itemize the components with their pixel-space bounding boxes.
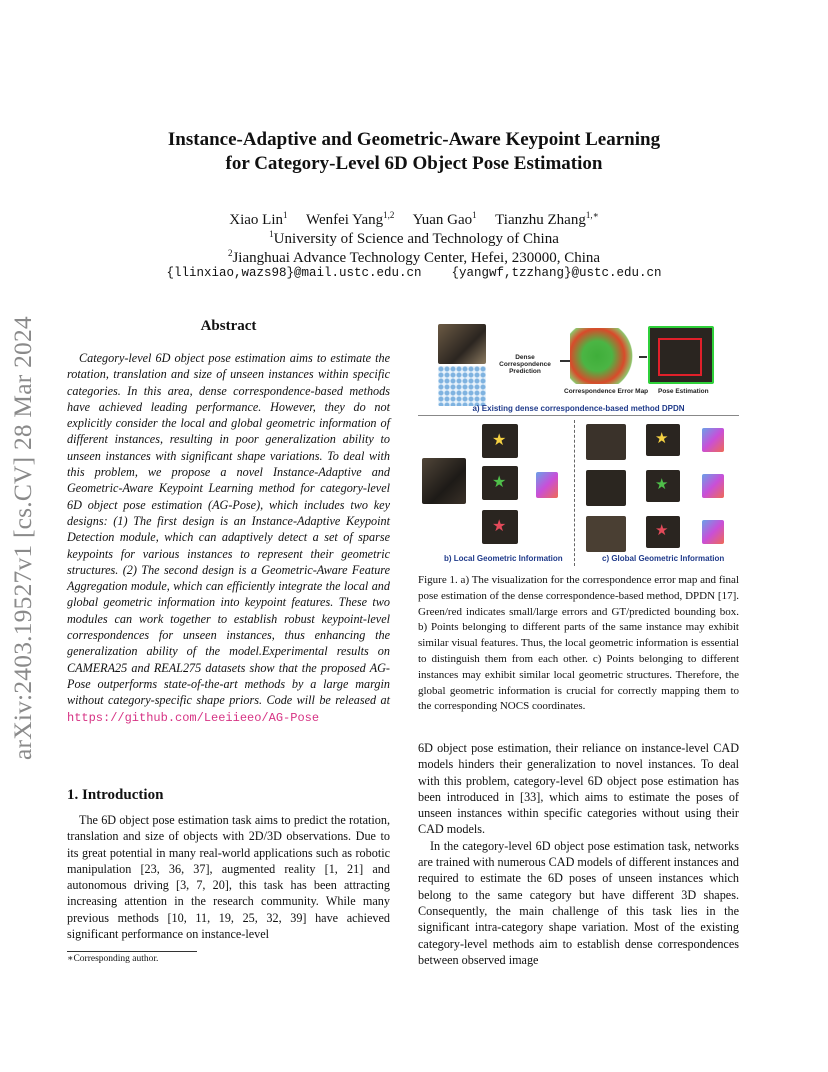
camera-crop-image: ★ [646,424,680,456]
figure-divider [418,415,739,416]
section-heading-introduction: 1. Introduction [67,787,164,803]
nocs-shape-image [536,472,558,498]
abstract-body [67,350,390,726]
author-affiliation-mark: 1 [283,210,288,220]
right-column-text [418,740,739,968]
pose-estimation-image [648,326,714,384]
nocs-shape-image [702,520,724,544]
abstract-heading: Abstract [200,318,257,334]
label-dense-correspondence: Dense Correspondence Prediction [499,354,551,375]
author-affiliation-mark: 1,2 [383,210,395,220]
label-error-map: Correspondence Error Map [564,388,649,395]
camera-photo-image [438,324,486,364]
author-affiliation-mark: 1 [472,210,477,220]
subcaption-a: a) Existing dense correspondence-based method DPDN [472,404,685,413]
arrow-right-icon [560,360,570,362]
nocs-shape-image [702,474,724,498]
point-cloud-image [438,366,486,406]
camera-crop-image: ★ [482,510,518,544]
author-name: Yuan Gao [412,212,473,228]
body-paragraph: In the category-level 6D object pose estimation task, networks are trained with numerous CAD models of different instances and required to estimate the 6D poses of unseen instances which belong to the same category but have different 3D shapes. Consequently, the main challenge of this task lies in the significant intra-category shape variation. Most of the existing category-level methods aim to establish dense correspondences between observed image [418,838,739,967]
body-paragraph: 6D object pose estimation, their reliance on instance-level CAD models hinders their generalization to novel instances. To deal with this problem, category-level 6D object pose estimation has been introduced in [33], which aims to estimate the poses of unseen instances within specific categories without using their CAD models. [418,741,739,837]
footnote-rule [67,951,197,952]
camera-crop-image: ★ [646,516,680,548]
paper-title-line2: for Category-Level 6D Object Pose Estimation [225,153,603,174]
camera-photo-image [586,516,626,552]
error-map-image [570,328,638,384]
email-address[interactable]: {yangwf,tzzhang}@ustc.edu.cn [451,266,662,280]
footnote: ∗Corresponding author. [67,954,159,964]
figure-1 [418,320,739,570]
arrow-right-icon [639,356,647,358]
figure-caption: Figure 1. a) The visualization for the correspondence error map and final pose estimation of the dense correspondence-based method, DPDN [17]. Green/red indicates small/large errors and GT/predicted bounding box. b) Points belonging to different parts of the same instance may exhibit similar visual features. Thus, the local geometric information is essential to distinguish them from each other. c) Points belonging to different instances may exhibit similar local geometric structures. Therefore, the global geometric information is crucial for correctly mapping them to the corresponding NOCS coordinates. [418,574,739,713]
author-name: Tianzhu Zhang [495,212,586,228]
paper-title-line1: Instance-Adaptive and Geometric-Aware Keypoint Learning [167,129,661,150]
subcaption-c: c) Global Geometric Information [602,554,725,563]
subcaption-b: b) Local Geometric Information [444,554,563,563]
code-link[interactable]: https://github.com/Leeiieeo/AG-Pose [67,710,320,725]
arxiv-stamp: arXiv:2403.19527v1 [cs.CV] 28 Mar 2024 [8,316,37,760]
nocs-shape-image [702,428,724,452]
affiliation-mark: 1 [269,229,274,239]
affiliation-2 [0,243,828,268]
camera-crop-image: ★ [646,470,680,502]
affiliation-text: University of Science and Technology of China [273,231,559,247]
email-line [0,266,828,280]
intro-paragraph [67,812,390,942]
camera-crop-image: ★ [482,424,518,458]
author-affiliation-mark: 1,∗ [585,210,599,220]
camera-photo-image [586,470,626,506]
camera-photo-image [422,458,466,504]
abstract-text: Category-level 6D object pose estimation aims to estimate the rotation, translation and size of unseen instances within specific categories. In this area, dense correspondence-based methods have achieved leading performance. However, they do not explicitly consider the local and global geometric information of different instances, resulting in poor generalization ability to unseen instances with significant shape variations. To deal with this problem, we propose a novel Instance-Adaptive and Geometric-Aware Keypoint Learning method for category-level 6D object pose estimation (AG-Pose), which includes two key designs: (1) The first design is an Instance-Adaptive Keypoint Detection module, which can adaptively detect a set of sparse keypoints for various instances to represent their geometric structures. (2) The second design is a Geometric-Aware Feature Aggregation module, which can efficiently integrate the local and global geometric information into keypoint features. These two modules can work together to establish robust keypoint-level correspondences for unseen instances, thus enhancing the generalization ability of the model.Experimental results on CAMERA25 and REAL275 datasets show that the proposed AG-Pose outperforms state-of-the-art methods by a large margin without category-specific shape priors. Code will be released at [67,351,390,708]
author-name: Xiao Lin [229,212,284,228]
intro-paragraph-text: The 6D object pose estimation task aims to predict the rotation, translation and size of objects with 2D/3D observations. Due to its great potential in many real-world applications such as robotic manipulation [23, 36, 37], augmented reality [1, 21] and autonomous driving [3, 7, 20], this task has been attracting increasing attention in the research community. While many previous methods [10, 11, 19, 25, 32, 39] have achieved significant performance on instance-level [67,813,390,942]
label-pose-estimation: Pose Estimation [658,388,709,395]
camera-crop-image: ★ [482,466,518,500]
camera-photo-image [586,424,626,460]
email-address[interactable]: {llinxiao,wazs98}@mail.ustc.edu.cn [166,266,422,280]
author-name: Wenfei Yang [306,212,384,228]
figure-divider [574,420,575,566]
affiliation-mark: 2 [227,248,233,258]
affiliation-text: Jianghuai Advance Technology Center, Hefei, 230000, China [232,250,601,266]
